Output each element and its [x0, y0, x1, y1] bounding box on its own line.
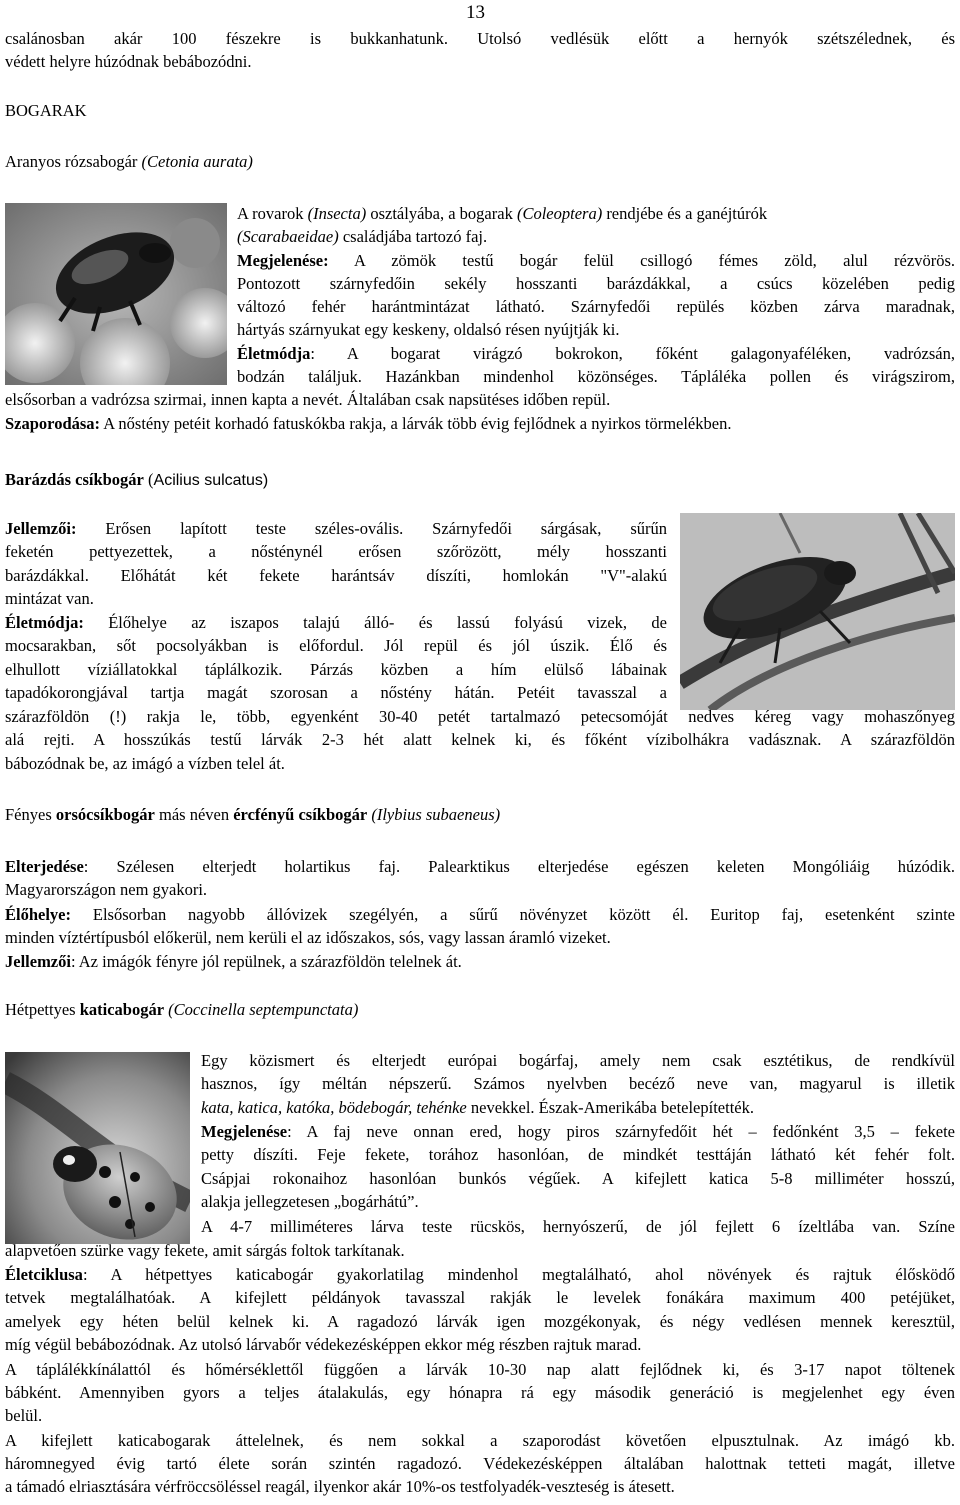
rozsabogar-taxonomy-line-2: (Scarabaeidae) családjába tartozó faj. [237, 227, 488, 246]
page-number: 13 [466, 2, 485, 23]
katica-tel-line-2: háromnegyed évig tartó élete során szintén ragadozó. Védekezésképpen általában halottnak tetteti magát, illetve [5, 1454, 955, 1473]
katica-megj-line-4: alakja jellegzetesen „bogárhátú”. [201, 1192, 419, 1211]
katica-heading: Hétpettyes katicabogár (Coccinella septempunctata) [5, 1000, 359, 1019]
csikbogar-elet-line-2: mocsarakban, sőt pocsolyákban is előfordul. Jól repül és jól úszik. Élő és [5, 636, 667, 655]
csikbogar-latin: Acilius sulcatus) [153, 472, 269, 489]
katica-tel-line-1: A kifejlett katicabogarak áttelelnek, és nem sokkal a szaporodást követően elpusztulnak. Az imágó kb. [5, 1431, 955, 1450]
elohelye-label: Élőhelye: [5, 905, 71, 924]
katica-fej-line-1: A táplálékkínálattól és hőmérséklettől függően a lárvák 10-30 nap alatt fejlődnek ki, és 3-17 napot töltenek [5, 1360, 955, 1379]
csikbogar-jell-line-2: feketén pettyezettek, a nősténynél erősen szőrözött, mély hosszanti [5, 542, 667, 561]
orsocsik-elterj-line-1: Elterjedése: Szélesen elterjedt holartikus faj. Palearktikus elterjedése egészen keleten Mongóliáig húzódik. [5, 857, 955, 876]
katica-intro-line-1: Egy közismert és elterjedt európai bogárfaj, amely nem csak esztétikus, de rendkívül [201, 1051, 955, 1070]
intro-line-2: védett helyre húzódnak bebábozódni. [5, 52, 252, 71]
csikbogar-jell-line-3: barázdákkal. Előhátát két fekete harántsáv díszíti, homlokán "V"-alakú [5, 566, 667, 585]
csikbogar-elet-line-4: tapadókorongjával tartja magát szorosan a nőstény hátán. Petéit tavasszal a [5, 683, 667, 702]
katica-megjelenese-label: Megjelenése [201, 1122, 288, 1141]
rozsabogar-elet-line-1: Életmódja: A bogarat virágzó bokrokon, főként galagonyaféléken, vadrózsán, [237, 344, 955, 363]
rozsabogar-elet-line-3: elsősorban a vadrózsa szirmai, innen kapta a nevét. Általában csak napsütéses időben repül. [5, 390, 611, 409]
katica-megj-line-3: Csápjai rokonaihoz hasonlóan bunkós végűek. A kifejlett katica 5-8 milliméter hosszú, [201, 1169, 955, 1188]
katica-fej-line-2: bábként. Amennyiben gyors a teljes átalakulás, egy hónapra rá egy második generáció is megjelenhet egy éven [5, 1383, 955, 1402]
orsocsik-jell: Jellemzői: Az imágók fényre jól repülnek, a szárazföldön telelnek át. [5, 952, 462, 971]
ladybird-photo [5, 1052, 190, 1244]
intro-line-1: csalánosban akár 100 fészekre is bukkanhatunk. Utolsó vedlésük előtt a hernyók szétszélednek, és [5, 29, 955, 48]
csikbogar-title: Barázdás csíkbogár [5, 470, 144, 489]
csikbogar-heading: Barázdás csíkbogár (Acilius sulcatus) [5, 470, 269, 489]
csikbogar-elet-line-3: elhullott víziállatokkal táplálkozik. Párzás közben a hím elülső lábainak [5, 660, 667, 679]
katica-intro-line-3: kata, katica, katóka, bödebogár, tehénke nevekkel. Észak-Amerikába betelepítették. [201, 1098, 754, 1117]
csikbogar-elet-line-5: szárazföldön (!) rakja le, több, egyenként 30-40 petét tartalmazó petecsomóját nedves kéreg vagy mohaszőnyeg [5, 707, 955, 726]
csik-eletmodja-label: Életmódja: [5, 613, 84, 632]
szaporodasa-label: Szaporodása: [5, 414, 101, 433]
katica-cik-line-1: Életciklusa: A hétpettyes katicabogár gyakorlatilag mindenhol megtalálható, ahol növények és rajtuk élősködő [5, 1265, 955, 1284]
csikbogar-elet-line-6: alá rejti. A hosszúkás testű lárvák 2-3 hét alatt kelnek ki, és főként vízibolhákra vadásznak. A szárazföldön [5, 730, 955, 749]
rozsabogar-title: Aranyos rózsabogár [5, 152, 138, 171]
orsocsik-heading: Fényes orsócsíkbogár más néven ércfényű csíkbogár (Ilybius subaeneus) [5, 805, 501, 824]
orsocsik-elo-line-1: Élőhelye: Elsősorban nagyobb állóvizek szegélyén, a sűrű növényzet között él. Euritop faj, esetenként szinte [5, 905, 955, 924]
eletciklusa-label: Életciklusa [5, 1265, 83, 1284]
rozsabogar-szaporodas: Szaporodása: A nőstény petéit korhadó fatuskókba rakja, a lárvák több évig fejlődnek a nyirkos törmelékben. [5, 414, 732, 433]
section-title: BOGARAK [5, 101, 87, 120]
csikbogar-elet-line-7: bábozódnak be, az imágó a vízben telel át. [5, 754, 285, 773]
katica-cik-line-2: tetvek megtalálhatóak. A kifejlett példányok tavasszal rakják le levelek fonákára maximum 400 petéjüket, [5, 1288, 955, 1307]
rozsabogar-latin: (Cetonia aurata) [141, 152, 253, 171]
elterjedese-label: Elterjedése [5, 857, 84, 876]
katica-megj-line-2: petty díszíti. Feje fekete, torához hasonlóan, de mindkét testtáján látható két fehér folt. [201, 1145, 955, 1164]
rose-chafer-photo [5, 203, 227, 385]
rozsabogar-taxonomy-line-1: A rovarok (Insecta) osztályába, a bogarak (Coleoptera) rendjébe és a ganéjtúrók [237, 204, 768, 223]
rozsabogar-heading [5, 151, 253, 174]
rozsabogar-elet-line-2: bodzán találjuk. Hazánkban mindenhol közönséges. Tápláléka pollen és virágszirom, [237, 367, 955, 386]
rozsabogar-megj-line-4: hártyás szárnyukat egy keskeny, oldalsó résen nyújtják ki. [237, 320, 620, 339]
megjelenese-label: Megjelenése: [237, 251, 329, 270]
eletmodja-label: Életmódja [237, 344, 311, 363]
orsocsik-jellemzoi-label: Jellemzői [5, 952, 71, 971]
csikbogar-jell-line-1: Jellemzői: Erősen lapított teste széles-ovális. Szárnyfedői sárgásak, sűrűn [5, 519, 667, 538]
katica-larva-line-2: alapvetően szürke vagy fekete, amit sárgás foltok tarkítanak. [5, 1241, 405, 1260]
katica-megj-line-1: Megjelenése: A faj neve onnan ered, hogy piros szárnyfedőit hét – fedőnként 3,5 – fekete [201, 1122, 955, 1141]
katica-larva-line-1: A 4-7 milliméteres lárva teste rücskös, hernyószerű, de jól fejlett 6 ízeltlába van. Színe [201, 1217, 955, 1236]
jellemzoi-label: Jellemzői: [5, 519, 77, 538]
katica-cik-line-4: míg végül bebábozódnak. Az utolsó lárvabőr védekezésképpen ekkor még részben rajtuk marad. [5, 1335, 642, 1354]
katica-intro-line-2: hasznos, így méltán népszerű. Számos nyelvben becéző neve van, magyarul is illetik [201, 1074, 955, 1093]
rozsabogar-megj-line-2: Pontozott szárnyfedőin sekély hosszanti barázdákkal, a csúcs közelében pedig [237, 274, 955, 293]
katica-fej-line-3: belül. [5, 1406, 43, 1425]
katica-tel-line-3: a támadó elriasztására vérfröccsöléssel reagál, ilyenkor akár 10%-os testfolyadék-veszteség is átesett. [5, 1477, 675, 1496]
katica-cik-line-3: amelyek egy héten belül kelnek ki. A ragadozó lárvák igen mozgékonyak, és négy vedlésen mennek keresztül, [5, 1312, 955, 1331]
rozsabogar-megj-line-3: változó fehér harántmintázat látható. Szárnyfedői repülés közben zárva maradnak, [237, 297, 955, 316]
diving-beetle-photo [680, 513, 955, 710]
rozsabogar-megj-line-1: Megjelenése: A zömök testű bogár felül csillogó fémes zöld, alul rézvörös. [237, 251, 955, 270]
orsocsik-elterj-line-2: Magyarországon nem gyakori. [5, 880, 208, 899]
csikbogar-elet-line-1: Életmódja: Élőhelye az iszapos talajú álló- és lassú folyású vizek, de [5, 613, 667, 632]
csikbogar-jell-line-4: mintázat van. [5, 589, 94, 608]
orsocsik-elo-line-2: minden víztértípusból előkerül, nem kerüli el az időszakos, sós, vagy lassan áramló vizeket. [5, 928, 611, 947]
